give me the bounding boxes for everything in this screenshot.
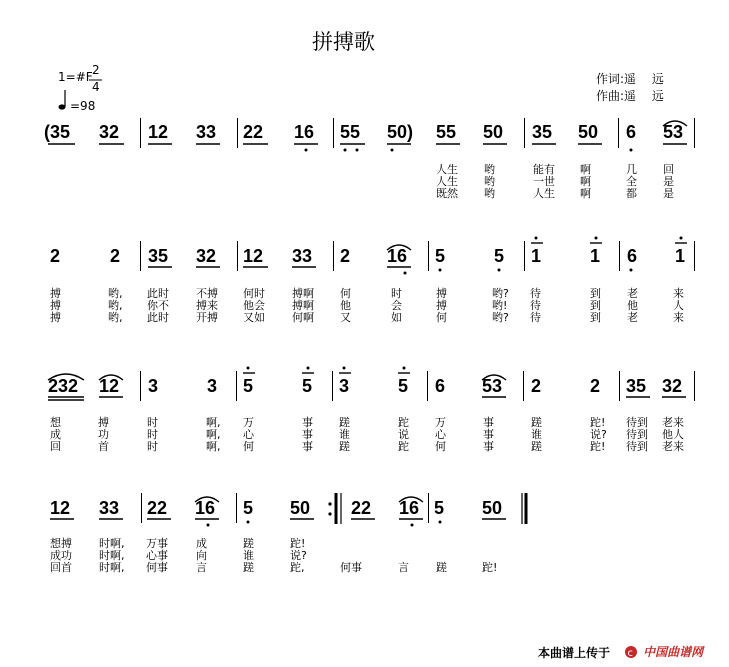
barline — [237, 241, 238, 271]
lyric: 如 — [391, 311, 402, 324]
lyric: 搏 — [436, 299, 447, 312]
lyric: 哟? — [492, 311, 509, 324]
lyric: 事 — [483, 440, 494, 453]
lyric: 哟! — [492, 299, 508, 312]
note: 5 — [398, 376, 409, 396]
note: 53 — [663, 122, 684, 142]
note: 55 — [340, 122, 361, 142]
lyric: 蹉 — [436, 561, 447, 574]
barline — [140, 118, 141, 148]
lyric: 老来 — [662, 416, 684, 429]
note: 2 — [531, 376, 542, 396]
lyric: 时啊, — [99, 537, 125, 550]
note: 53 — [482, 376, 503, 396]
note: 33 — [292, 246, 313, 266]
song-title: 拼搏歌 — [312, 30, 375, 54]
svg-text:c: c — [627, 647, 633, 659]
note: (35 — [44, 122, 71, 142]
note: 1 — [590, 246, 601, 266]
barline — [140, 371, 141, 401]
lyric: 搏 — [98, 416, 109, 429]
lyric: 时 — [147, 416, 158, 429]
barline — [237, 118, 238, 148]
note: 3 — [148, 376, 159, 396]
time-signature-bottom: 4 — [92, 80, 100, 94]
note: 50 — [483, 122, 504, 142]
lyric: 谁 — [339, 428, 350, 441]
lyric: 何 — [436, 311, 447, 324]
note: 22 — [243, 122, 264, 142]
note: 3 — [207, 376, 218, 396]
lyric: 时啊, — [99, 549, 125, 562]
note: 32 — [662, 376, 683, 396]
barline — [140, 241, 141, 271]
lyric: 他会 — [243, 299, 265, 312]
lyric: 到 — [590, 299, 601, 312]
lyric: 成 — [50, 428, 61, 441]
lyric: 此时 — [147, 287, 169, 300]
lyric: 蹉 — [531, 416, 542, 429]
lyric: 何 — [243, 440, 254, 453]
lyric: 事 — [483, 416, 494, 429]
note: 5 — [434, 498, 445, 518]
note: 232 — [48, 376, 79, 396]
note: 16 — [399, 498, 420, 518]
lyric: 既然 — [436, 187, 458, 200]
lyric: 会 — [391, 299, 402, 312]
lyric: 啊 — [580, 163, 591, 176]
lyric: 言 — [196, 561, 207, 574]
lyric: 一世 — [533, 175, 555, 188]
note: 22 — [351, 498, 372, 518]
lyric: 哟, — [108, 311, 123, 324]
lyric: 待到 — [626, 416, 648, 429]
lyric: 哟 — [484, 187, 495, 200]
lyric: 蹉 — [243, 561, 254, 574]
lyric: 成功 — [50, 549, 72, 562]
lyric: 何 — [435, 440, 446, 453]
lyric: 老 — [627, 311, 638, 324]
note: 32 — [99, 122, 120, 142]
logo-icon — [624, 644, 638, 660]
footer-text: 本曲谱上传于 — [538, 646, 611, 660]
barline — [694, 118, 695, 148]
note: 16 — [294, 122, 315, 142]
lyric: 心事 — [146, 549, 168, 562]
lyric: 此时 — [147, 311, 169, 324]
lyric: 跎! — [590, 440, 606, 453]
lyric: 都 — [626, 187, 637, 200]
lyric: 待到 — [626, 428, 648, 441]
lyric: 时啊, — [99, 561, 125, 574]
barline — [333, 118, 334, 148]
lyric: 何时 — [243, 287, 265, 300]
lyric: 跎 — [398, 440, 409, 453]
lyric: 事 — [302, 440, 313, 453]
lyric: 回 — [50, 440, 61, 453]
barline — [236, 371, 237, 401]
lyric: 全 — [626, 175, 637, 188]
note: 33 — [99, 498, 120, 518]
note: 12 — [50, 498, 71, 518]
lyric: 说 — [398, 428, 409, 441]
note: 2 — [590, 376, 601, 396]
lyric: 蹉 — [531, 440, 542, 453]
lyric: 谁 — [531, 428, 542, 441]
note: 2 — [340, 246, 351, 266]
quarter-note-icon — [59, 90, 66, 110]
barline — [428, 493, 429, 523]
lyric: 到 — [590, 287, 601, 300]
note: 1 — [531, 246, 542, 266]
lyric: 向 — [196, 549, 207, 562]
lyric: 跎 — [398, 416, 409, 429]
lyric: 万事 — [146, 537, 168, 550]
barline — [236, 493, 237, 523]
lyric: 老 — [627, 287, 638, 300]
lyric: 是 — [663, 187, 674, 200]
lyric: 来 — [673, 287, 684, 300]
lyric: 跎, — [290, 561, 305, 574]
note: 33 — [196, 122, 217, 142]
note: 16 — [195, 498, 216, 518]
lyric: 你不 — [147, 299, 169, 312]
barline — [428, 241, 429, 271]
lyric: 说? — [290, 549, 307, 562]
lyric: 几 — [626, 163, 637, 176]
lyric: 蹉 — [243, 537, 254, 550]
lyric: 事 — [483, 428, 494, 441]
note: 50 — [578, 122, 599, 142]
note: 35 — [626, 376, 647, 396]
lyric: 他人 — [662, 428, 684, 441]
note: 2 — [110, 246, 121, 266]
note: 5 — [243, 376, 254, 396]
barline — [332, 371, 333, 401]
lyric: 说? — [590, 428, 607, 441]
lyric: 到 — [590, 311, 601, 324]
note: 50 — [482, 498, 503, 518]
lyric: 人生 — [533, 187, 555, 200]
lyric: 搏啊 — [292, 299, 314, 312]
note: 2 — [50, 246, 61, 266]
lyric: 功 — [98, 428, 109, 441]
barline — [618, 118, 619, 148]
lyric: 待 — [530, 287, 541, 300]
lyric: 是 — [663, 175, 674, 188]
note: 5 — [243, 498, 254, 518]
lyric: 搏啊 — [292, 287, 314, 300]
lyric: 啊 — [580, 175, 591, 188]
key-signature: 1=#F — [58, 70, 93, 84]
lyric: 搏 — [50, 287, 61, 300]
lyric: 人生 — [436, 163, 458, 176]
barline — [619, 371, 620, 401]
lyric: 万 — [435, 416, 446, 429]
lyric: 啊, — [206, 440, 221, 453]
lyric: 搏 — [436, 287, 447, 300]
barline — [524, 241, 525, 271]
note: 3 — [339, 376, 350, 396]
lyric: 待到 — [626, 440, 648, 453]
note: 32 — [196, 246, 217, 266]
lyric: 想搏 — [50, 537, 72, 550]
lyric: 啊, — [206, 416, 221, 429]
lyric: 蹉 — [339, 440, 350, 453]
lyric: 何 — [340, 287, 351, 300]
lyric: 时 — [147, 428, 158, 441]
lyric: 何啊 — [292, 311, 314, 324]
lyric: 来 — [673, 311, 684, 324]
lyric: 想 — [50, 416, 61, 429]
repeat-sign — [328, 493, 341, 524]
note: 35 — [532, 122, 553, 142]
note: 1 — [675, 246, 686, 266]
lyric: 谁 — [243, 549, 254, 562]
note: 6 — [627, 246, 638, 266]
note: 12 — [99, 376, 120, 396]
note: 5 — [302, 376, 313, 396]
barline — [333, 241, 334, 271]
barline — [694, 241, 695, 271]
lyric: 事 — [302, 428, 313, 441]
note: 50 — [290, 498, 311, 518]
lyric: 啊, — [206, 428, 221, 441]
note: 5 — [494, 246, 505, 266]
lyric: 跎! — [290, 537, 306, 550]
barline — [523, 371, 524, 401]
lyric: 蹉 — [339, 416, 350, 429]
note: 5 — [435, 246, 446, 266]
lyric: 搏 — [50, 311, 61, 324]
lyric: 成 — [196, 537, 207, 550]
note: 6 — [435, 376, 446, 396]
lyric: 事 — [302, 416, 313, 429]
lyric: 回首 — [50, 561, 72, 574]
lyric: 他 — [340, 299, 351, 312]
note: 12 — [243, 246, 264, 266]
lyric: 能有 — [533, 163, 555, 176]
note: 35 — [148, 246, 169, 266]
note: 50) — [387, 122, 414, 142]
tempo-marking: =98 — [70, 99, 96, 113]
lyric: 首 — [98, 440, 109, 453]
lyric: 哟, — [108, 287, 123, 300]
note: 12 — [148, 122, 169, 142]
lyric: 哟, — [108, 299, 123, 312]
lyric: 不搏 — [196, 287, 218, 300]
lyric: 搏来 — [196, 299, 218, 312]
note: 55 — [436, 122, 457, 142]
lyric: 他 — [627, 299, 638, 312]
composer-credit: 作曲:遥 远 — [596, 89, 664, 103]
lyric: 跎! — [482, 561, 498, 574]
lyric: 时 — [147, 440, 158, 453]
lyric: 又 — [340, 311, 351, 324]
lyric: 哟 — [484, 175, 495, 188]
lyric: 哟 — [484, 163, 495, 176]
note: 22 — [147, 498, 168, 518]
lyric: 待 — [530, 299, 541, 312]
lyric: 回 — [663, 163, 674, 176]
barline — [619, 241, 620, 271]
barline — [427, 371, 428, 401]
note: 16 — [387, 246, 408, 266]
lyric: 心 — [243, 428, 254, 441]
final-barline — [522, 493, 526, 524]
lyric: 万 — [243, 416, 254, 429]
lyric: 搏 — [50, 299, 61, 312]
note: 6 — [626, 122, 637, 142]
lyric: 言 — [398, 561, 409, 574]
lyric: 跎! — [590, 416, 606, 429]
lyric: 啊 — [580, 187, 591, 200]
lyric: 开搏 — [196, 311, 218, 324]
lyric: 人生 — [436, 175, 458, 188]
lyric: 时 — [391, 287, 402, 300]
site-logo[interactable] — [624, 641, 703, 659]
time-signature-top: 2 — [92, 63, 100, 77]
lyric: 人 — [673, 299, 684, 312]
lyric: 何事 — [146, 561, 168, 574]
lyric: 心 — [435, 428, 446, 441]
lyric: 老来 — [662, 440, 684, 453]
barline — [694, 371, 695, 401]
barline — [141, 493, 142, 523]
barline — [524, 118, 525, 148]
lyric: 待 — [530, 311, 541, 324]
logo-text: 中国曲谱网 — [643, 645, 704, 659]
lyric: 又如 — [243, 311, 265, 324]
lyric: 哟? — [492, 287, 509, 300]
lyric: 何事 — [340, 561, 362, 574]
lyricist-credit: 作词:遥 远 — [596, 72, 664, 86]
